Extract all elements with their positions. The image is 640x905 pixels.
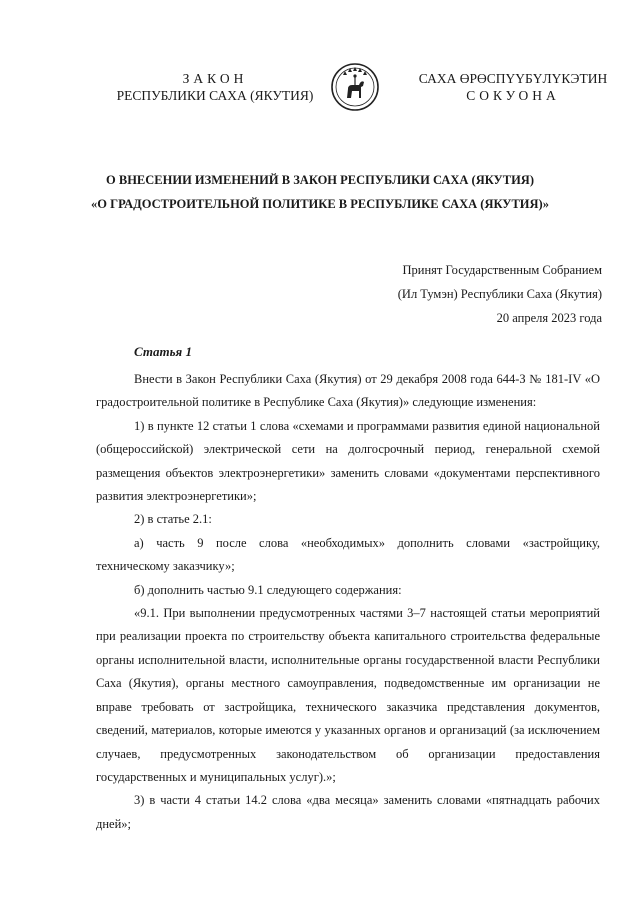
republic-name-sakha: САХА ӨРӨСПҮҮБҮЛҮКЭТИН (418, 71, 608, 86)
paragraph: б) дополнить частью 9.1 следующего содержания: (134, 582, 402, 597)
adoption-date: 20 апреля 2023 года (496, 311, 602, 325)
paragraph: «9.1. При выполнении предусмотренных частями 3–7 настоящей статьи мероприятий при реализации проекта по строительству объекта капитального строительства федеральные органы исполнительной власти, исполнительные органы государственной власти Республики Саха (Якутия), органы местного самоуправления, подведомственные им организации не вправе требовать от застройщика, технического заказчика представления документов, сведений, материалов, которые имеются у указанных органов и организаций (за исключением случаев, предусмотренных законодательством об организации предоставления государственных и муниципальных услуг).»; (96, 606, 600, 784)
adoption-info (398, 258, 602, 330)
paragraph: 1) в пункте 12 статьи 1 слова «схемами и программами развития единой национальной (общероссийской) электрической сети на долгосрочный период, генеральной схемой размещения объектов электроэнергетики» заменить словами «документами перспективного развития электроэнергетики»; (96, 418, 600, 504)
paragraph: Внести в Закон Республики Саха (Якутия) от 29 декабря 2008 года 644-З № 181-IV «О градостроительной политике в Республике Саха (Якутия)» следующие изменения: (96, 372, 600, 410)
article-body (96, 368, 600, 836)
title-line-2: «О ГРАДОСТРОИТЕЛЬНОЙ ПОЛИТИКЕ В РЕСПУБЛИКЕ САХА (ЯКУТИЯ)» (91, 197, 549, 211)
paragraph: а) часть 9 после слова «необходимых» дополнить словами «застройщику, техническому заказчику»; (96, 535, 600, 574)
law-label: ЗАКОН (182, 71, 248, 86)
header-left-block (110, 70, 320, 104)
document-title (80, 168, 560, 216)
adopted-by: Принят Государственным Собранием (402, 263, 602, 277)
paragraph: 3) в части 4 статьи 14.2 слова «два месяца» заменить словами «пятнадцать рабочих дней»; (96, 793, 600, 831)
title-line-1: О ВНЕСЕНИИ ИЗМЕНЕНИЙ В ЗАКОН РЕСПУБЛИКИ САХА (ЯКУТИЯ) (106, 173, 534, 187)
article-heading: Статья 1 (134, 344, 192, 359)
adopted-by-assembly: (Ил Тумэн) Республики Саха (Якутия) (397, 287, 602, 301)
paragraph: 2) в статье 2.1: (134, 512, 212, 527)
sakha-coat-of-arms-icon (330, 62, 380, 112)
republic-name: РЕСПУБЛИКИ САХА (ЯКУТИЯ) (116, 88, 314, 103)
header-right-block (408, 70, 618, 104)
law-label-sakha: СОКУОНА (466, 88, 560, 103)
